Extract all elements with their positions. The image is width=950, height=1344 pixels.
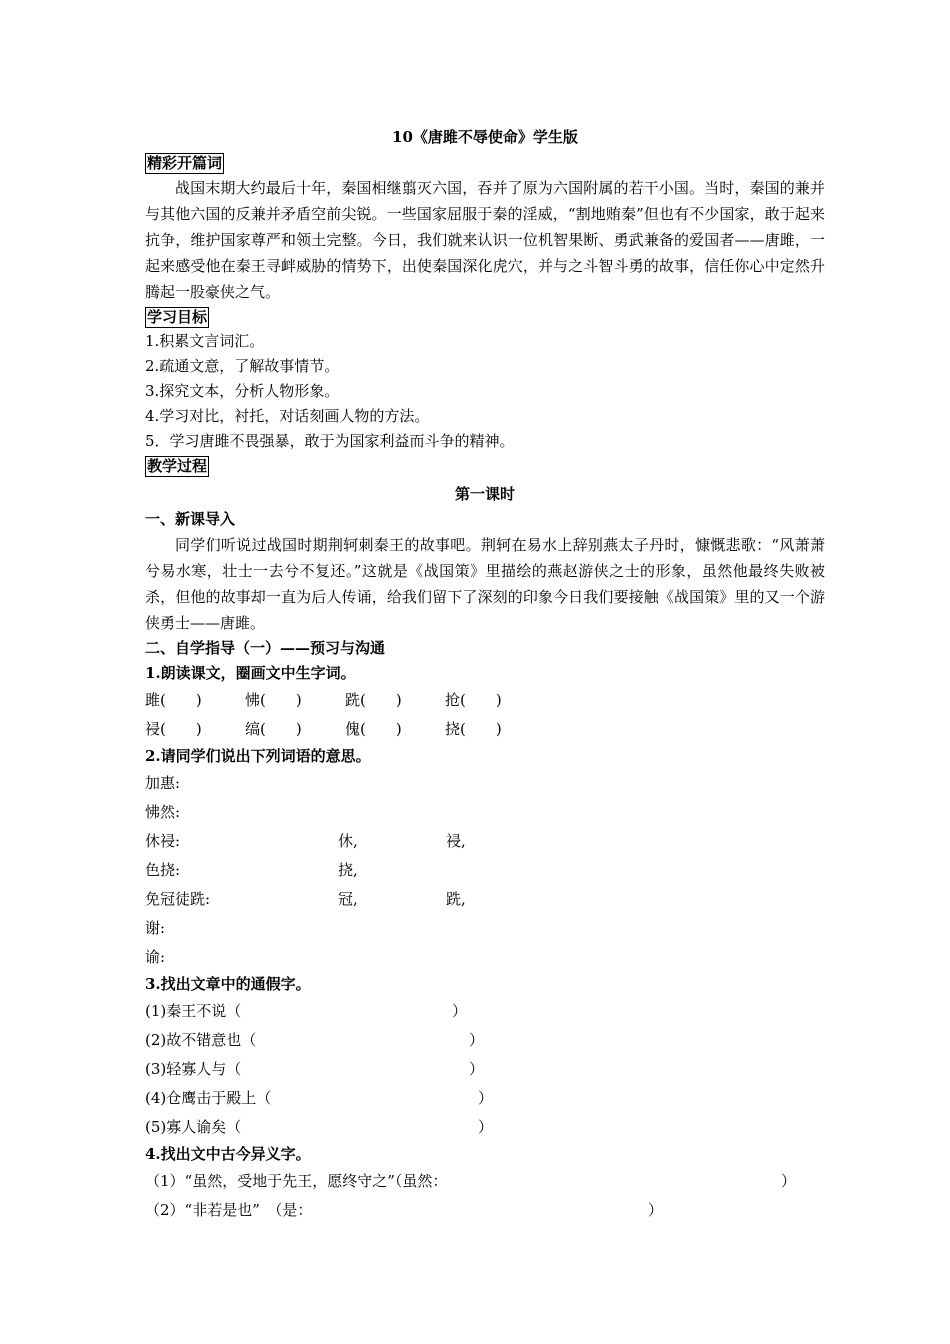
char-blank: 雎( ) <box>145 691 202 709</box>
intro-heading: 精彩开篇词 <box>147 154 223 172</box>
tongjia-item <box>145 1055 825 1084</box>
goal-item: 2.疏通文意，了解故事情节。 <box>145 357 340 375</box>
char-blank: 怫( ) <box>245 691 302 709</box>
char-blank: 抢( ) <box>445 691 502 709</box>
term-label: 怫然: <box>145 803 181 821</box>
term-label: 免冠徒跣: <box>145 890 211 908</box>
term-part: 跣, <box>446 890 466 908</box>
char-blank: 挠( ) <box>445 720 502 738</box>
term-row <box>145 943 825 972</box>
lesson-title: 第一课时 <box>454 485 515 503</box>
gujin-item <box>145 1196 825 1225</box>
term-label: 休祲: <box>145 832 181 850</box>
tongjia-item <box>145 1026 825 1055</box>
q1-heading: 1.朗读课文，圈画文中生字词。 <box>145 664 356 682</box>
process-heading: 教学过程 <box>147 457 208 475</box>
document-page <box>145 125 825 1225</box>
term-row <box>145 798 825 827</box>
term-label: 谢: <box>145 919 166 937</box>
char-row <box>145 715 825 744</box>
tongjia-close: ） <box>469 1031 485 1049</box>
term-row <box>145 885 825 914</box>
q4-heading: 4.找出文中古今异义字。 <box>145 1145 311 1163</box>
document-title: 10《唐雎不辱使命》学生版 <box>392 128 578 146</box>
tongjia-item <box>145 1084 825 1113</box>
q3-heading: 3.找出文章中的通假字。 <box>145 975 311 993</box>
tongjia-item <box>145 1113 825 1142</box>
tongjia-close: ） <box>478 1118 494 1136</box>
gujin-close: ） <box>648 1201 664 1219</box>
goals-heading: 学习目标 <box>147 308 208 326</box>
tongjia-close: ） <box>469 1060 485 1078</box>
section1-paragraph: 同学们听说过战国时期荆轲刺秦王的故事吧。荆轲在易水上辞别燕太子丹时，慷慨悲歌：“风萧萧兮易水寒，壮士一去兮不复还。”这就是《战国策》里描绘的燕赵游侠之士的形象，虽然他最终失败被杀，但他的故事却一直为后人传诵，给我们留下了深刻的印象今日我们要接触《战国策》里的又一个游侠勇士——唐雎。 <box>145 536 825 632</box>
gujin-text: （1）“虽然，受地于先王，愿终守之”（虽然： <box>145 1172 448 1190</box>
gujin-text: （2）“非若是也” （是： <box>145 1201 313 1219</box>
term-part: 祲, <box>446 832 466 850</box>
term-row <box>145 769 825 798</box>
tongjia-text: (4)仓鹰击于殿上（ <box>145 1089 272 1107</box>
tongjia-text: (1)秦王不说（ <box>145 1002 242 1020</box>
tongjia-close: ） <box>452 1002 468 1020</box>
term-part: 休, <box>338 832 358 850</box>
goal-item: 1.积累文言词汇。 <box>145 332 265 350</box>
term-label: 色挠: <box>145 861 181 879</box>
gujin-item <box>145 1167 825 1196</box>
tongjia-item <box>145 997 825 1026</box>
goal-item: 5．学习唐雎不畏强暴，敢于为国家利益而斗争的精神。 <box>145 432 515 450</box>
intro-paragraph: 战国末期大约最后十年，秦国相继翦灭六国，吞并了原为六国附属的若干小国。当时，秦国的兼并与其他六国的反兼并矛盾空前尖锐。一些国家屈服于秦的淫威，“割地贿秦”但也有不少国家，敢于起来抗争，维护国家尊严和领土完整。今日，我们就来认识一位机智果断、勇武兼备的爱国者——唐雎，一起来感受他在秦王寻衅威胁的情势下，出使秦国深化虎穴，并与之斗智斗勇的故事，信任你心中定然升腾起一股豪侠之气。 <box>145 179 825 301</box>
char-blank: 祲( ) <box>145 720 202 738</box>
term-row <box>145 827 825 856</box>
term-label: 谕: <box>145 948 166 966</box>
char-blank: 跣( ) <box>345 691 402 709</box>
char-blank: 傀( ) <box>345 720 402 738</box>
char-row <box>145 686 825 715</box>
tongjia-close: ） <box>478 1089 494 1107</box>
term-part: 挠, <box>338 861 358 879</box>
term-label: 加惠: <box>145 774 181 792</box>
tongjia-text: (3)轻寡人与（ <box>145 1060 242 1078</box>
term-row <box>145 856 825 885</box>
char-blank: 缟( ) <box>245 720 302 738</box>
goal-item: 4.学习对比，衬托，对话刻画人物的方法。 <box>145 407 430 425</box>
term-row <box>145 914 825 943</box>
gujin-close: ） <box>781 1172 797 1190</box>
section1-heading: 一、新课导入 <box>145 510 236 528</box>
term-part: 冠, <box>338 890 358 908</box>
tongjia-text: (5)寡人谕矣（ <box>145 1118 242 1136</box>
tongjia-text: (2)故不错意也（ <box>145 1031 257 1049</box>
goal-item: 3.探究文本，分析人物形象。 <box>145 382 340 400</box>
q2-heading: 2.请同学们说出下列词语的意思。 <box>145 747 371 765</box>
section2-heading: 二、自学指导（一）——预习与沟通 <box>145 639 386 657</box>
